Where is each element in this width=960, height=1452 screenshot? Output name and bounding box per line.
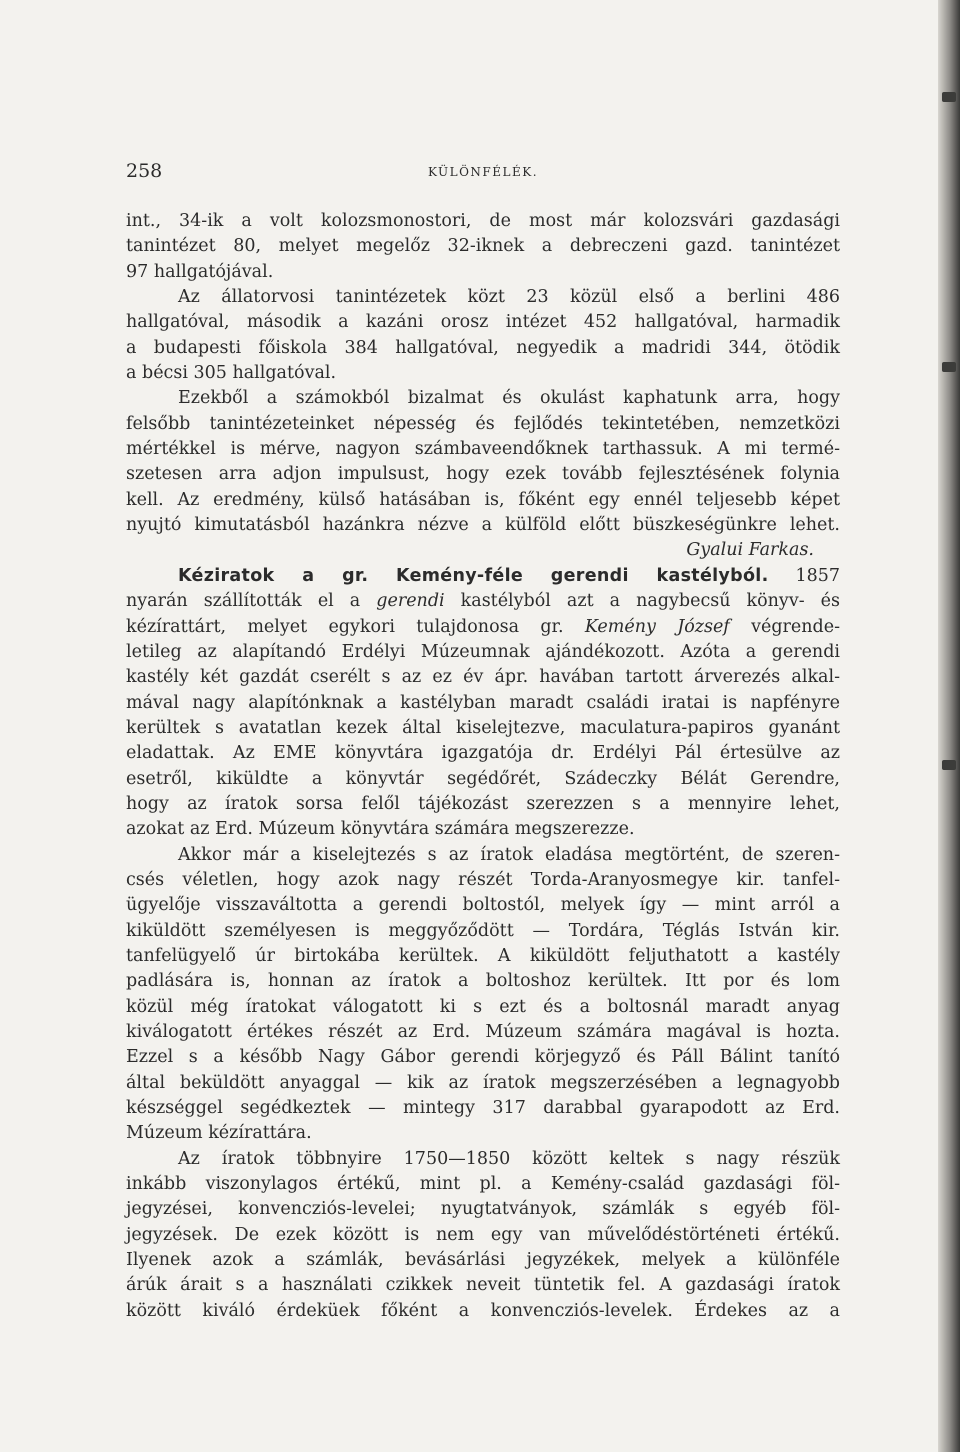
text-line: a budapesti főiskola 384 hallgatóval, negyedik a madridi 344, ötödik <box>126 337 840 358</box>
text-line: jegyzései, konvencziós-levelei; nyugtatványok, számlák s egyéb föl- <box>126 1199 840 1220</box>
text-line <box>126 615 840 640</box>
text-line <box>126 589 840 614</box>
text-line: kiküldött személyesen is meggyőződött — Tordára, Téglás István kir. <box>126 920 840 941</box>
text-line: inkább viszonylagos értékű, mint pl. a Kemény-család gazdasági föl- <box>126 1174 840 1195</box>
text-line: jegyzések. De ezek között is nem egy van művelődéstörténeti értékű. <box>126 1224 840 1245</box>
text-line: a bécsi 305 hallgatóval. <box>126 363 337 384</box>
text-run: nyarán szállították el a <box>126 591 377 612</box>
text-line: nyujtó kimutatásból hazánkra nézve a külföld előtt büszkeségünkre lehet. <box>126 515 840 536</box>
text-run: kastélyból azt a nagybecsű könyv- és <box>444 591 840 612</box>
text-line: Ilyenek azok a számlák, bevásárlási jegyzékek, melyek a különféle <box>126 1250 840 1271</box>
text-line: letileg az alapítandó Erdélyi Múzeumnak ajándékozott. Azóta a gerendi <box>126 641 840 662</box>
text-line: mértékkel is mérve, nagyon számbaveendőknek tarthassuk. A mi termé- <box>126 439 840 460</box>
text-line: árúk árait s a használati czikkek neveit tüntetik fel. A gazdasági íratok <box>126 1275 840 1296</box>
text-line: készséggel segédkeztek — mintegy 317 darabbal gyarapodott az Erd. <box>126 1098 840 1119</box>
text-line: Akkor már a kiselejtezés s az íratok eladása megtörtént, de szeren- <box>178 844 840 865</box>
text-line: Ezekből a számokból bizalmat és okulást kaphatunk arra, hogy <box>178 388 840 409</box>
text-line: hogy az íratok sorsa felől tájékozást szerezzen s a mennyire lehet, <box>126 793 840 814</box>
page-header <box>126 160 840 184</box>
text-line: felsőbb tanintézeteinket népesség és fejlődés tekintetében, nemzetközi <box>126 413 840 434</box>
text-line: hallgatóval, második a kazáni orosz intézet 452 hallgatóval, harmadik <box>126 312 840 333</box>
text-line: azokat az Erd. Múzeum könyvtára számára megszerezze. <box>126 819 635 840</box>
text-line: tanfelügyelő úr birtokába kerültek. A kiküldött feljuthatott a kastély <box>126 945 840 966</box>
text-line: int., 34-ik a volt kolozsmonostori, de most már kolozsvári gazdasági <box>126 211 840 231</box>
italic-run: Kemény József <box>584 616 730 637</box>
text-run: végrende- <box>729 616 840 637</box>
edge-mark <box>942 362 956 372</box>
text-line: ügyelője visszaváltotta a gerendi boltostól, melyek így — mint arról a <box>126 895 840 916</box>
text-line: tanintézet 80, melyet megelőz 32-iknek a debreczeni gazd. tanintézet <box>126 236 840 257</box>
text-line: esetről, kiküldte a könyvtár segédőrét, Szádeczky Bélát Gerendre, <box>126 768 840 789</box>
text-line: padlására is, honnan az íratok a boltoshoz kerültek. Itt por és lom <box>126 971 840 992</box>
text-line: által beküldött anyaggal — kik az íratok megszerzésében a legnagyobb <box>126 1072 840 1093</box>
text-line: kastély két gazdát cserélt s az ez év ápr. havában tartott árverezés alkal- <box>126 667 840 688</box>
text-line: szetesen arra adjon impulsust, hogy ezek tovább fejlesztésének folynia <box>126 464 840 485</box>
text-line <box>126 564 840 589</box>
text-run: 1857 <box>768 565 840 586</box>
text-line: 97 hallgatójával. <box>126 261 274 282</box>
text-line: Ezzel s a később Nagy Gábor gerendi körjegyző és Páll Bálint tanító <box>126 1047 840 1068</box>
text-line: Múzeum kézírattára. <box>126 1123 312 1144</box>
text-line: Az íratok többnyire 1750—1850 között keltek s nagy részük <box>178 1148 840 1169</box>
edge-mark <box>942 760 956 770</box>
body-text <box>126 209 840 1324</box>
text-line: kerültek s avatatlan kezek által kiselejtezve, maculatura-papiros gyanánt <box>126 717 840 738</box>
author-signature: Gyalui Farkas. <box>686 540 814 561</box>
running-head: KÜLÖNFÉLÉK. <box>427 165 539 179</box>
text-line: csés véletlen, hogy azok nagy részét Torda-Aranyosmegye kir. tanfel- <box>126 869 840 890</box>
edge-mark <box>942 92 956 102</box>
text-line: közül még íratokat válogatott ki s ezt és a boltosnál maradt anyag <box>126 996 840 1017</box>
text-line: kell. Az eredmény, külső hatásában is, főként egy ennél teljesebb képet <box>126 489 840 510</box>
page-number: 258 <box>126 160 163 182</box>
text-run: kézírattárt, melyet egykori tulajdonosa gr. <box>126 616 585 637</box>
text-line: eladattak. Az EME könyvtára igazgatója dr. Erdélyi Pál értesülve az <box>126 743 840 764</box>
text-line: között kiváló érdeküek főként a konvencziós-levelek. Érdekes az a <box>126 1300 840 1321</box>
text-line: Az állatorvosi tanintézetek közt 23 közül első a berlini 486 <box>178 287 840 308</box>
section-heading: Kéziratok a gr. Kemény-féle gerendi kastélyból. <box>178 565 769 586</box>
page-binding-edge <box>938 0 960 1452</box>
italic-run: gerendi <box>376 591 445 612</box>
text-line: kiválogatott értékes részét az Erd. Múzeum számára magával is hozta. <box>126 1022 840 1042</box>
text-line: mával nagy alapítónknak a kastélyban maradt családi iratai is napfényre <box>126 692 840 713</box>
